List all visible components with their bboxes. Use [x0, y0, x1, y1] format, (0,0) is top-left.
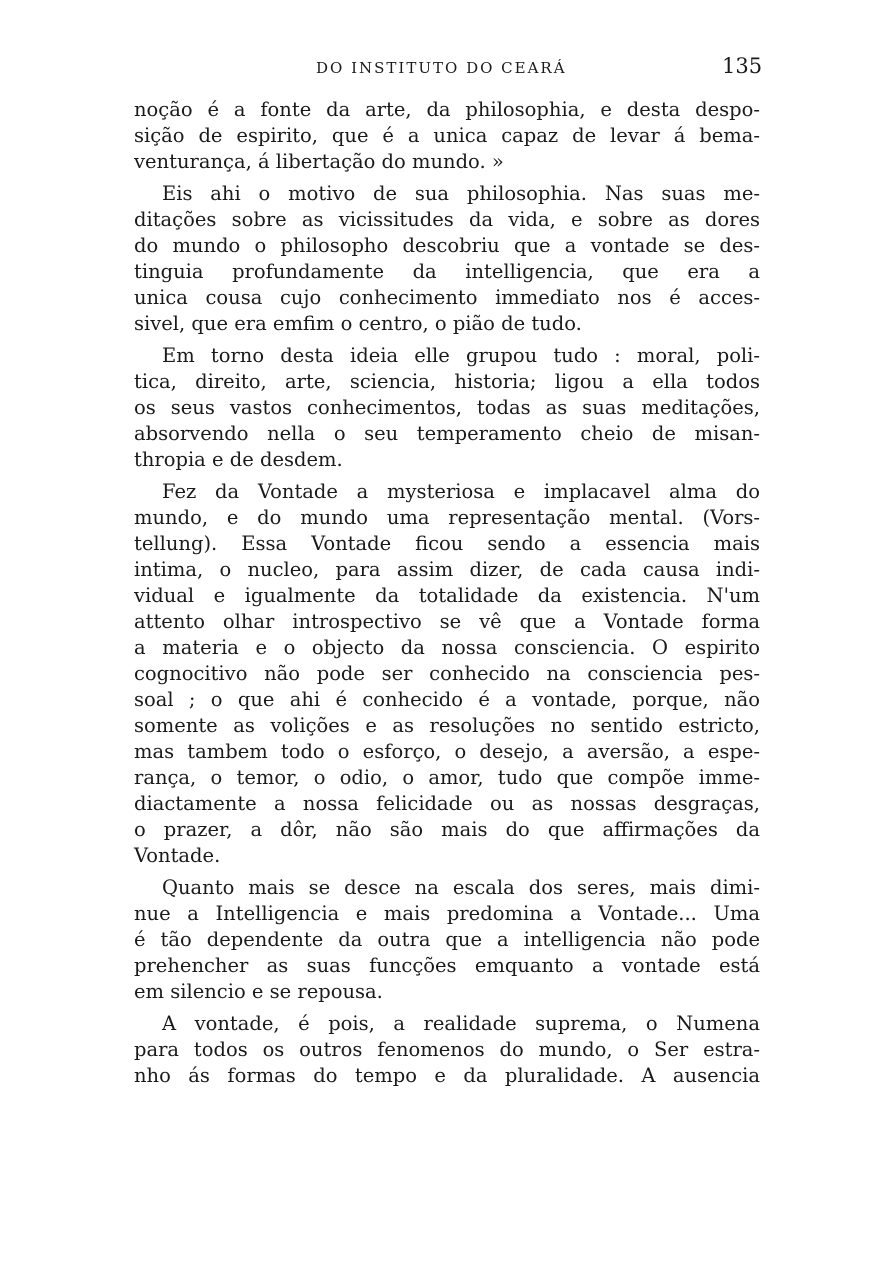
text-line: soal ; o que ahi é conhecido é a vontade, porque, não — [134, 688, 760, 711]
text-line: Em torno desta ideia elle grupou tudo : moral, poli- — [162, 344, 760, 367]
text-line: vidual e igualmente da totalidade da existencia. N'um — [134, 584, 760, 607]
text-line: thropia e de desdem. — [134, 448, 343, 471]
text-line: nue a Intelligencia e mais predomina a Vontade... Uma — [134, 902, 760, 925]
body-text — [134, 97, 760, 1089]
text-line: cognocitivo não pode ser conhecido na consciencia pes- — [134, 662, 760, 685]
text-line: o prazer, a dôr, não são mais do que affirmações da — [134, 818, 760, 841]
text-line: absorvendo nella o seu temperamento cheio de misan- — [134, 422, 760, 445]
text-line: tinguia profundamente da intelligencia, que era a — [134, 260, 760, 283]
text-line: em silencio e se repousa. — [134, 980, 383, 1003]
text-line: attento olhar introspectivo se vê que a Vontade forma — [134, 610, 760, 633]
text-line: Quanto mais se desce na escala dos seres, mais dimi- — [162, 876, 760, 899]
text-line: mas tambem todo o esforço, o desejo, a aversão, a espe- — [134, 740, 760, 763]
text-line: diactamente a nossa felicidade ou as nossas desgraças, — [134, 792, 760, 815]
text-line: venturança, á libertação do mundo. » — [134, 150, 504, 173]
text-line: é tão dependente da outra que a intelligencia não pode — [134, 928, 760, 951]
text-line: do mundo o philosopho descobriu que a vontade se des- — [134, 234, 760, 257]
page-number: 135 — [722, 54, 763, 78]
text-line: mundo, e do mundo uma representação mental. (Vors- — [134, 506, 760, 529]
text-line: sivel, que era emfim o centro, o pião de tudo. — [134, 312, 582, 335]
text-line: ditações sobre as vicissitudes da vida, e sobre as dores — [134, 208, 760, 231]
text-line: A vontade, é pois, a realidade suprema, o Numena — [162, 1012, 760, 1035]
text-line: noção é a fonte da arte, da philosophia, e desta despo- — [134, 98, 760, 121]
text-line: nho ás formas do tempo e da pluralidade. A ausencia — [134, 1064, 760, 1087]
text-line: tica, direito, arte, sciencia, historia; ligou a ella todos — [134, 370, 760, 393]
text-line: sição de espirito, que é a unica capaz de levar á bema- — [134, 124, 760, 147]
running-title: DO INSTITUTO DO CEARÁ — [316, 59, 567, 77]
text-line: tellung). Essa Vontade ficou sendo a essencia mais — [134, 532, 760, 555]
text-line: intima, o nucleo, para assim dizer, de cada causa indi- — [134, 558, 760, 581]
text-line: rança, o temor, o odio, o amor, tudo que compõe imme- — [134, 766, 760, 789]
text-line: somente as volições e as resoluções no sentido estricto, — [134, 714, 760, 737]
text-line: prehencher as suas funcções emquanto a vontade está — [134, 954, 760, 977]
text-line: a materia e o objecto da nossa consciencia. O espirito — [134, 636, 760, 659]
text-line: Fez da Vontade a mysteriosa e implacavel alma do — [162, 480, 760, 503]
text-line: para todos os outros fenomenos do mundo, o Ser estra- — [134, 1038, 760, 1061]
text-line: Vontade. — [134, 844, 221, 867]
text-line: os seus vastos conhecimentos, todas as suas meditações, — [134, 396, 760, 419]
text-line: Eis ahi o motivo de sua philosophia. Nas suas me- — [162, 182, 760, 205]
text-line: unica cousa cujo conhecimento immediato nos é acces- — [134, 286, 760, 309]
